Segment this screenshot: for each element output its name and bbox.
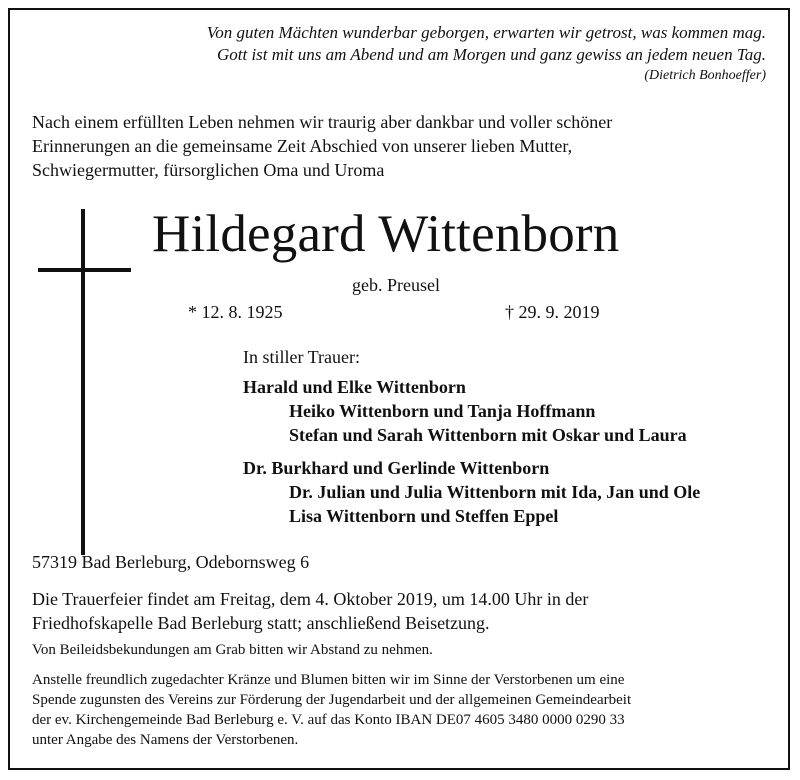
death-date: † 29. 9. 2019 [505,302,600,322]
family-member: Heiko Wittenborn und Tanja Hoffmann [289,401,596,421]
intro-line: Schwiegermutter, fürsorglichen Oma und Uroma [32,160,385,180]
family-member: Stefan und Sarah Wittenborn mit Oskar und Laura [289,425,687,445]
intro-text [32,110,772,182]
condolence-note: Von Beileidsbekundungen am Grab bitten wir Abstand zu nehmen. [32,642,433,658]
mourners-list [243,375,700,537]
family-head: Harald und Elke Wittenborn [243,377,466,397]
family-member: Lisa Wittenborn und Steffen Eppel [289,506,559,526]
donation-line: der ev. Kirchengemeinde Bad Berleburg e. V. auf das Konto IBAN DE07 4605 3480 0000 0290 33 [32,712,625,728]
family-group [243,456,700,528]
donation-line: unter Angabe des Namens der Verstorbenen. [32,732,299,748]
donation-line: Anstelle freundlich zugedachter Kränze und Blumen bitten wir im Sinne der Verstorbenen um eine [32,672,625,688]
family-group [243,375,700,447]
family-member: Dr. Julian und Julia Wittenborn mit Ida, Jan und Ole [289,482,701,502]
address: 57319 Bad Berleburg, Odebornsweg 6 [32,552,310,572]
birth-date: * 12. 8. 1925 [188,302,283,322]
cross-icon-bar [38,268,131,272]
service-line: Die Trauerfeier findet am Freitag, dem 4. Oktober 2019, um 14.00 Uhr in der [32,589,589,609]
quote-line: Gott ist mit uns am Abend und am Morgen und ganz gewiss an jedem neuen Tag. [216,45,766,64]
quote-author: (Dietrich Bonhoeffer) [644,68,766,83]
maiden-name: geb. Preusel [352,275,440,295]
donation-text [32,670,776,750]
mourners-label: In stiller Trauer: [243,347,360,367]
intro-line: Erinnerungen an die gemeinsame Zeit Abschied von unserer lieben Mutter, [32,136,573,156]
cross-icon [81,209,85,555]
donation-line: Spende zugunsten des Vereins zur Förderung der Jugendarbeit und der allgemeinen Gemeindearbeit [32,692,632,708]
bonhoeffer-quote [207,22,766,86]
family-head: Dr. Burkhard und Gerlinde Wittenborn [243,458,550,478]
funeral-service-text [32,587,752,635]
quote-line: Von guten Mächten wunderbar geborgen, erwarten wir getrost, was kommen mag. [206,23,766,42]
service-line: Friedhofskapelle Bad Berleburg statt; anschließend Beisetzung. [32,613,490,633]
intro-line: Nach einem erfüllten Leben nehmen wir traurig aber dankbar und voller schöner [32,112,613,132]
deceased-name: Hildegard Wittenborn [152,205,620,263]
